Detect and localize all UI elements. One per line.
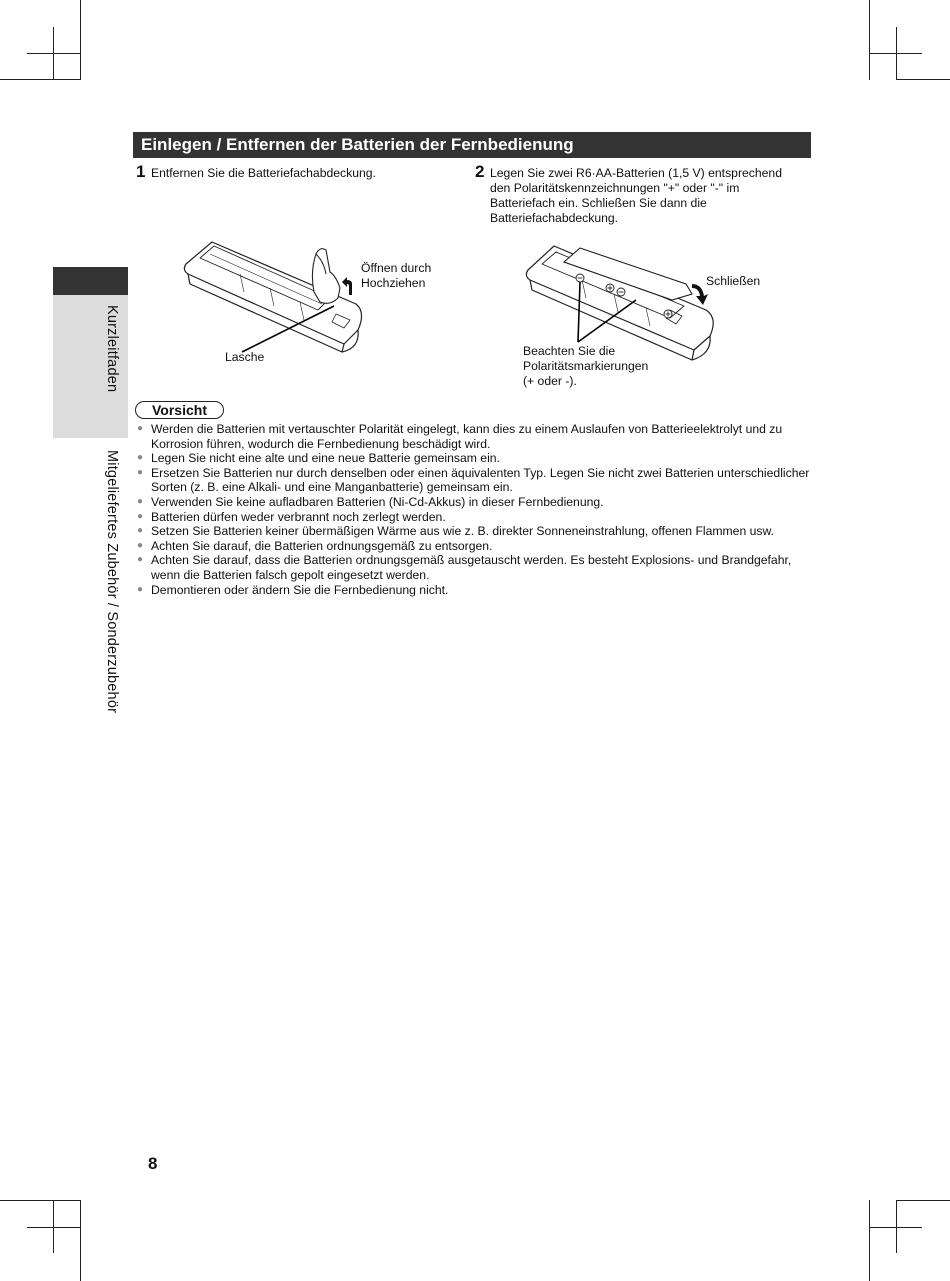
caution-item: [136, 466, 811, 495]
polarity-label: [523, 344, 648, 389]
crop-mark: [869, 0, 870, 80]
side-tab-accessories: Mitgeliefertes Zubehör / Sonderzubehör: [104, 450, 120, 714]
side-tab-quick-guide: Kurzleitfaden: [104, 305, 120, 393]
step-number: 1: [136, 162, 146, 181]
tab-label: Lasche: [225, 350, 265, 364]
curved-arrow-icon: [342, 276, 358, 296]
bullet-icon: ●: [137, 554, 144, 566]
crop-mark: [0, 79, 80, 80]
caution-item: [136, 510, 811, 525]
crop-mark: [896, 1200, 950, 1201]
polarity-label-line: Beachten Sie die: [523, 344, 616, 358]
caution-item-text: Ersetzen Sie Batterien nur durch denselben oder einen äquivalenten Typ. Legen Sie nicht zwei Batterien unterschiedlicher Sorten (z. B. eine Alkali- und eine Manganbatterie) gemeinsam ein.: [151, 465, 810, 495]
caution-item: [136, 553, 811, 582]
crop-mark: [896, 27, 897, 80]
page-number: 8: [148, 1154, 158, 1173]
caution-item: [136, 539, 811, 554]
caution-item-text: Werden die Batterien mit vertauschter Polarität eingelegt, kann dies zu einem Auslaufen von Batterieelektrolyt und zu Korrosion führen, wodurch die Fernbedienung beschädigt wird.: [151, 422, 783, 451]
polarity-label-line: (+ oder -).: [523, 374, 577, 388]
caution-item-text: Verwenden Sie keine aufladbaren Batterien (Ni-Cd-Akkus) in dieser Fernbedienung.: [151, 494, 604, 509]
caution-item-text: Setzen Sie Batterien keiner übermäßigen Wärme aus wie z. B. direkter Sonneneinstrahlung, offenen Flammen usw.: [151, 524, 775, 539]
caution-item: [136, 583, 811, 598]
step-text: Legen Sie zwei R6·AA-Batterien (1,5 V) entsprechend den Polaritätskennzeichnungen "+" oder "-" im Batteriefach ein. Schließen Sie dann die Batteriefachabdeckung.: [490, 166, 782, 225]
crop-mark: [0, 1200, 80, 1201]
caution-item-text: Achten Sie darauf, dass die Batterien ordnungsgemäß ausgetauscht werden. Es besteht Explosions- und Brandgefahr, wenn die Batterien falsch gepolt eingesetzt werden.: [151, 553, 792, 582]
caution-item: [136, 495, 811, 510]
step-text: Entfernen Sie die Batteriefachabdeckung.: [151, 166, 376, 180]
open-label: [361, 261, 431, 291]
bullet-icon: ●: [137, 539, 144, 551]
crop-mark: [80, 1200, 81, 1281]
remote-open-illustration: [180, 232, 370, 362]
crop-mark: [896, 1200, 897, 1253]
caution-list: [136, 422, 811, 597]
step-number: 2: [475, 162, 485, 181]
crop-mark: [869, 1200, 870, 1281]
bullet-icon: ●: [137, 583, 144, 595]
bullet-icon: ●: [137, 423, 144, 434]
bullet-icon: ●: [137, 452, 144, 464]
caution-item-text: Legen Sie nicht eine alte und eine neue Batterie gemeinsam ein.: [151, 451, 500, 466]
caution-item: [136, 451, 811, 466]
crop-mark: [53, 1200, 54, 1253]
caution-item: [136, 524, 811, 539]
bullet-icon: ●: [137, 525, 144, 537]
bullet-icon: ●: [137, 510, 144, 522]
bullet-icon: ●: [137, 466, 144, 478]
bullet-icon: ●: [137, 495, 144, 507]
caution-item-text: Batterien dürfen weder verbrannt noch zerlegt werden.: [151, 509, 446, 524]
crop-mark: [896, 79, 950, 80]
open-label-line: Öffnen durch: [361, 261, 432, 275]
caution-badge: Vorsicht: [135, 401, 224, 419]
crop-mark: [80, 0, 81, 80]
side-tab-marker: [53, 267, 128, 295]
caution-item-text: Demontieren oder ändern Sie die Fernbedienung nicht.: [151, 582, 449, 597]
open-label-line: Hochziehen: [361, 276, 426, 290]
section-title: Einlegen / Entfernen der Batterien der Fernbedienung: [133, 132, 811, 158]
close-label: Schließen: [706, 274, 761, 288]
crop-mark: [53, 27, 54, 80]
caution-item-text: Achten Sie darauf, die Batterien ordnungsgemäß zu entsorgen.: [151, 538, 493, 553]
caution-item: [136, 422, 811, 451]
polarity-label-line: Polaritätsmarkierungen: [523, 359, 649, 373]
